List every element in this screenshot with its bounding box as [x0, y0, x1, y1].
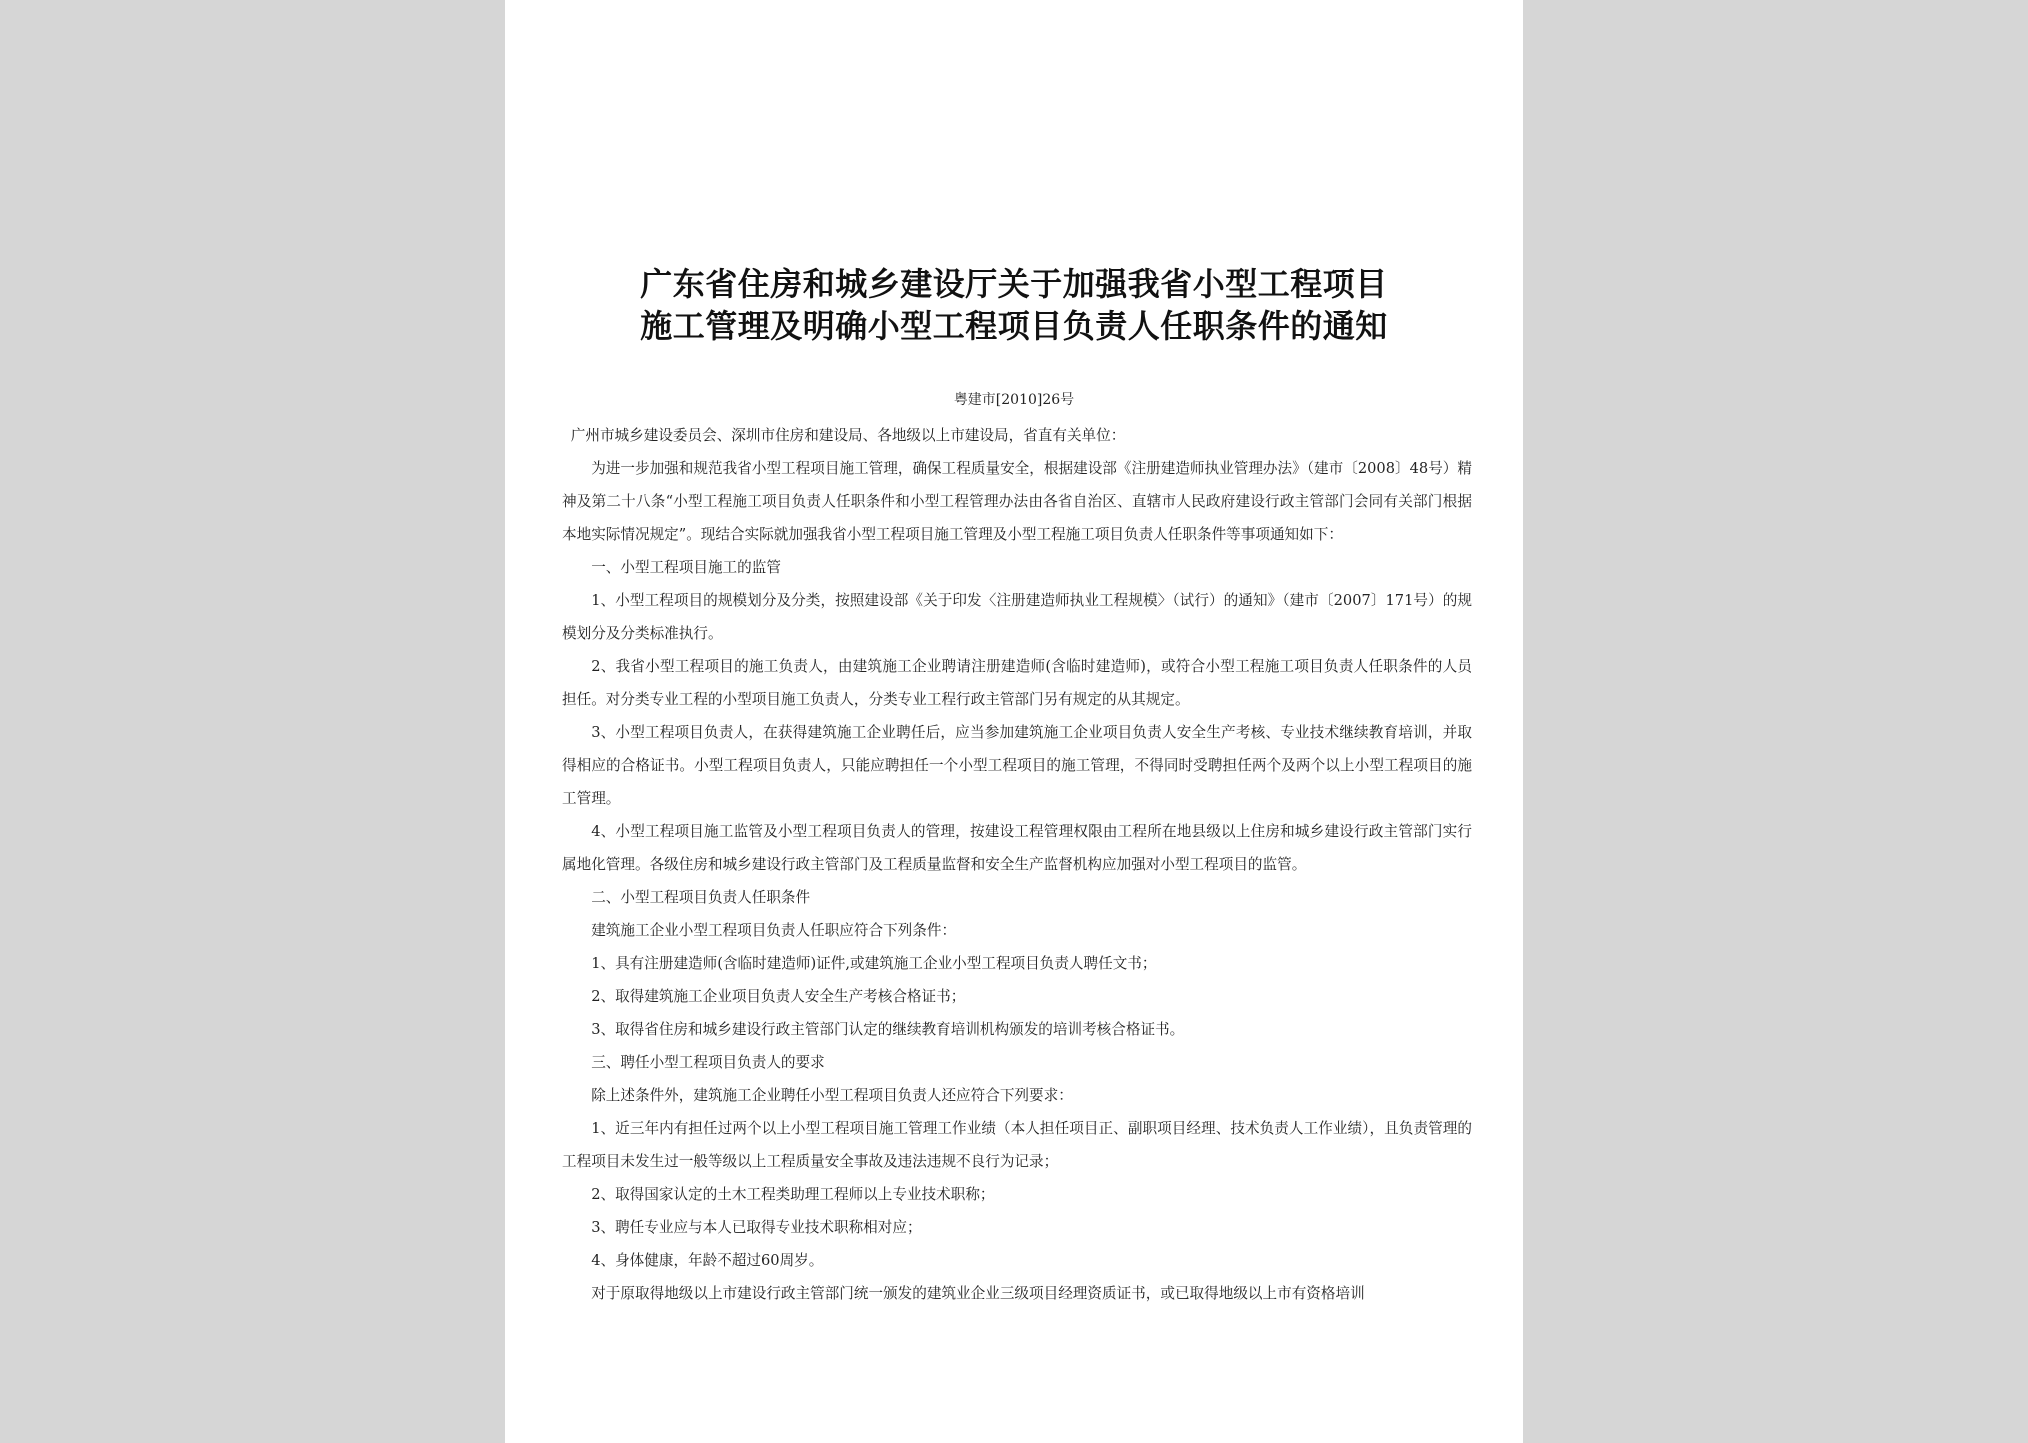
- document-title: [505, 263, 1523, 347]
- paragraph: 建筑施工企业小型工程项目负责人任职应符合下列条件：: [591, 922, 957, 939]
- paragraph: 3、取得省住房和城乡建设行政主管部门认定的继续教育培训机构颁发的培训考核合格证书。: [591, 1021, 1185, 1038]
- paragraph: 为进一步加强和规范我省小型工程项目施工管理，确保工程质量安全，根据建设部《注册建造师执业管理办法》（建市〔2008〕48号）精神及第二十八条“小型工程施工项目负责人任职条件和小型工程管理办法由各省自治区、直辖市人民政府建设行政主管部门会同有关部门根据本地实际情况规定”。现结合实际就加强我省小型工程项目施工管理及小型工程施工项目负责人任职条件等事项通知如下：: [562, 460, 1472, 543]
- document-body: [562, 419, 1472, 1310]
- paragraph: 1、小型工程项目的规模划分及分类，按照建设部《关于印发〈注册建造师执业工程规模〉（试行）的通知》（建市〔2007〕171号）的规模划分及分类标准执行。: [562, 592, 1472, 642]
- title-line-1: 广东省住房和城乡建设厅关于加强我省小型工程项目: [640, 265, 1388, 303]
- paragraph: 2、我省小型工程项目的施工负责人，由建筑施工企业聘请注册建造师(含临时建造师)，或符合小型工程施工项目负责人任职条件的人员担任。对分类专业工程的小型项目施工负责人，分类专业工程行政主管部门另有规定的从其规定。: [562, 658, 1472, 708]
- paragraph: 4、身体健康，年龄不超过60周岁。: [591, 1252, 824, 1269]
- section-heading: 三、聘任小型工程项目负责人的要求: [591, 1054, 825, 1071]
- paragraph: 4、小型工程项目施工监管及小型工程项目负责人的管理，按建设工程管理权限由工程所在地县级以上住房和城乡建设行政主管部门实行属地化管理。各级住房和城乡建设行政主管部门及工程质量监督和安全生产监督机构应加强对小型工程项目的监管。: [562, 823, 1472, 873]
- paragraph: 除上述条件外，建筑施工企业聘任小型工程项目负责人还应符合下列要求：: [591, 1087, 1073, 1104]
- addressee: 广州市城乡建设委员会、深圳市住房和建设局、各地级以上市建设局，省直有关单位：: [570, 427, 1126, 444]
- paragraph: 1、具有注册建造师(含临时建造师)证件,或建筑施工企业小型工程项目负责人聘任文书；: [591, 955, 1157, 972]
- paragraph: 3、聘任专业应与本人已取得专业技术职称相对应；: [591, 1219, 922, 1236]
- paragraph: 2、取得国家认定的土木工程类助理工程师以上专业技术职称；: [591, 1186, 995, 1203]
- title-line-2: 施工管理及明确小型工程项目负责人任职条件的通知: [640, 307, 1388, 345]
- paragraph: 3、小型工程项目负责人，在获得建筑施工企业聘任后，应当参加建筑施工企业项目负责人安全生产考核、专业技术继续教育培训，并取得相应的合格证书。小型工程项目负责人，只能应聘担任一个小型工程项目的施工管理，不得同时受聘担任两个及两个以上小型工程项目的施工管理。: [562, 724, 1472, 807]
- document-number: 粤建市[2010]26号: [953, 392, 1075, 408]
- paragraph: 1、近三年内有担任过两个以上小型工程项目施工管理工作业绩（本人担任项目正、副职项目经理、技术负责人工作业绩），且负责管理的工程项目未发生过一般等级以上工程质量安全事故及违法违规不良行为记录；: [562, 1120, 1472, 1170]
- document-page: [505, 0, 1523, 1443]
- paragraph: 2、取得建筑施工企业项目负责人安全生产考核合格证书；: [591, 988, 966, 1005]
- section-heading: 一、小型工程项目施工的监管: [591, 559, 781, 576]
- section-heading: 二、小型工程项目负责人任职条件: [591, 889, 811, 906]
- paragraph: 对于原取得地级以上市建设行政主管部门统一颁发的建筑业企业三级项目经理资质证书，或已取得地级以上市有资格培训: [591, 1285, 1365, 1302]
